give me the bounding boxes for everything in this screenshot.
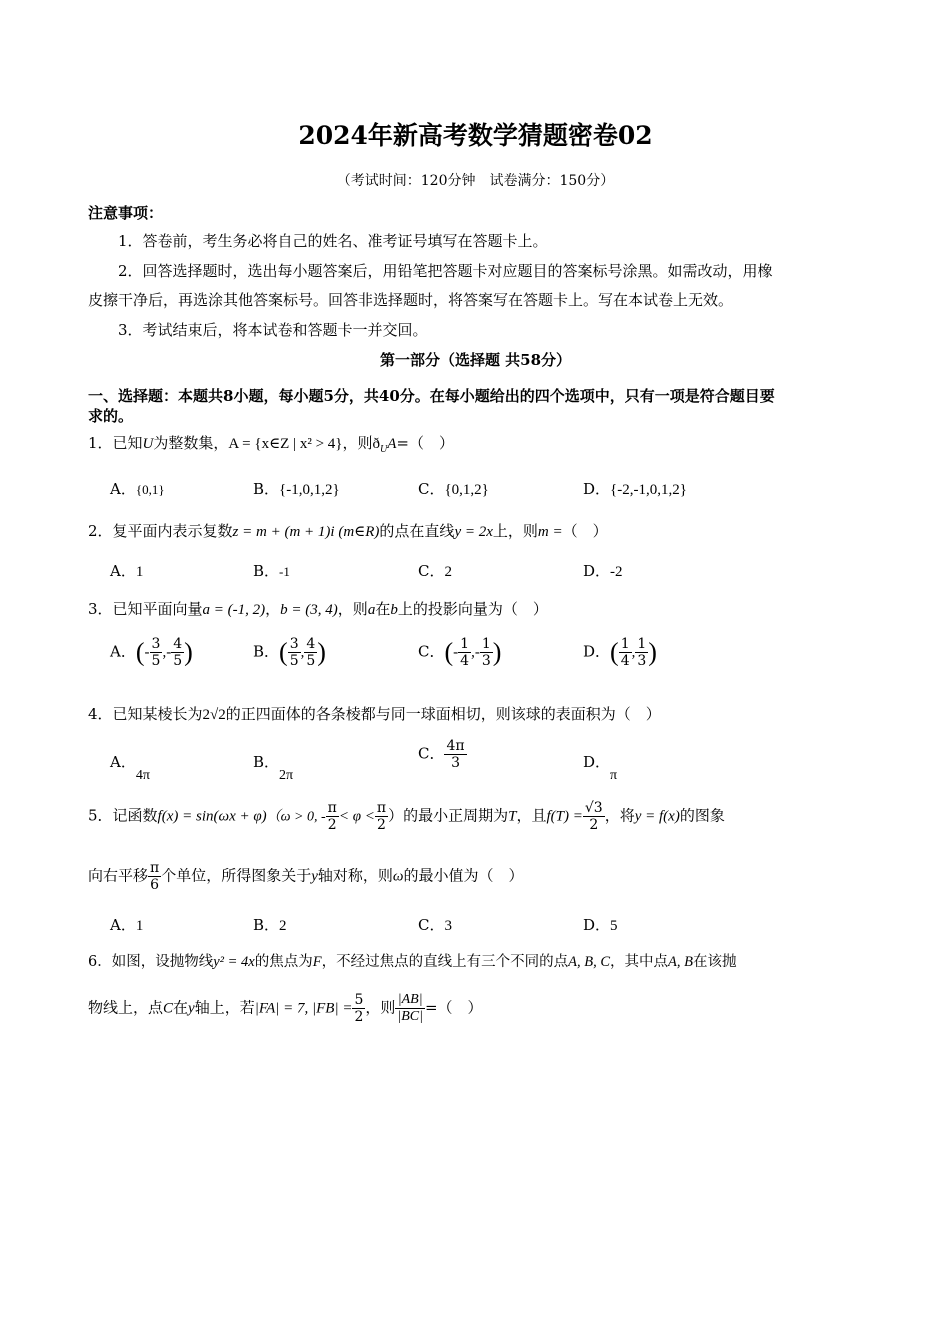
- option-label: D．: [583, 562, 611, 580]
- fraction-numerator: 1: [637, 636, 647, 652]
- q3-stem-d: 上的投影向量为（ ）: [397, 600, 548, 618]
- question-5-stem-line-2: [88, 860, 524, 893]
- q6-line2-c: 轴上，若: [194, 998, 255, 1017]
- option-value: 4π: [135, 768, 150, 783]
- q2-option-c[interactable]: [418, 560, 452, 581]
- exam-subtitle: （考试时间：120分钟 试卷满分：150分）: [336, 173, 615, 189]
- q4-option-b[interactable]: [253, 751, 294, 783]
- q6-stem-e: 在该抛: [692, 954, 737, 970]
- page-title: 2024年新高考数学猜题密卷02: [298, 121, 653, 150]
- q5-fraction-pi-2: [375, 800, 388, 833]
- q4-stem-a: 4．已知某棱长为: [88, 705, 203, 723]
- q5-stem-a: 5．记函数: [88, 806, 158, 825]
- q6-stem-b: 的焦点为: [254, 954, 313, 970]
- q3-sep: ，: [265, 600, 281, 618]
- option-value: {-1,0,1,2}: [279, 482, 340, 498]
- q6-line2-d: ，则: [365, 998, 396, 1017]
- option-label: D．: [583, 753, 611, 771]
- q1-var-u: U: [142, 436, 154, 452]
- option-value: 2π: [279, 768, 294, 783]
- q4-option-a[interactable]: [110, 751, 150, 783]
- q5-stem-c: ，且: [516, 806, 547, 825]
- q3-option-a[interactable]: [110, 636, 193, 669]
- option-fraction: [444, 738, 466, 771]
- question-3-stem: [88, 598, 548, 619]
- q6-line2-b: 在: [173, 998, 189, 1017]
- q6-fraction-5-2: [352, 992, 365, 1025]
- q6-stem-d: ，其中点: [610, 954, 668, 970]
- q5-line2-c: 轴对称，则: [317, 866, 393, 885]
- q6-points-abc: A, B, C: [568, 954, 610, 970]
- q6-var-c: C: [163, 1000, 174, 1017]
- option-label: B．: [253, 753, 280, 771]
- option-value: {0,1}: [135, 482, 165, 497]
- q2-stem-a: 2．复平面内表示复数: [88, 522, 233, 540]
- option-fraction: [288, 636, 301, 669]
- q4-stem-b: 的正四面体的各条棱都与同一球面相切，则该球的表面积为（ ）: [225, 705, 661, 723]
- q5-f-of-t: f(T) =: [546, 808, 583, 825]
- q6-points-ab: A, B: [668, 954, 693, 970]
- q5-cond-c: ）: [388, 806, 404, 825]
- option-fraction: [171, 636, 184, 669]
- q5-stem-d: ，将: [604, 806, 635, 825]
- q5-option-b[interactable]: [253, 914, 287, 935]
- option-fraction: [635, 636, 648, 669]
- fraction-numerator: 3: [289, 636, 299, 652]
- option-label: A．: [110, 480, 136, 498]
- q3-stem-c: 在: [375, 600, 391, 618]
- fraction-denominator: |BC|: [397, 1009, 423, 1025]
- paren-close: ): [492, 637, 502, 667]
- q5-cond-b: < φ <: [338, 808, 375, 825]
- q4-option-d[interactable]: [583, 751, 618, 783]
- option-sign: ,: [631, 644, 636, 661]
- fraction-numerator: 4: [173, 636, 183, 652]
- q3-vector-a: a = (-1, 2): [202, 602, 266, 618]
- q5-stem-e: 的图象: [679, 806, 725, 825]
- q1-complement-sub: U: [380, 444, 388, 455]
- q5-line2-b: 个单位，所得图象关于: [161, 866, 312, 885]
- q3-vector-b: b = (3, 4): [280, 602, 338, 618]
- section-instruction-line-2: 求的。: [88, 407, 134, 425]
- question-1-stem: [88, 432, 454, 455]
- paren-close: ): [648, 637, 657, 667]
- q3-var-a: a: [367, 602, 376, 618]
- q6-fraction-ab-bc: [395, 992, 425, 1025]
- option-label: B．: [253, 562, 280, 580]
- option-label: C．: [418, 642, 445, 661]
- question-6-stem-line-2: [88, 992, 483, 1025]
- q2-option-a[interactable]: [110, 560, 143, 581]
- q5-var-t: T: [508, 808, 517, 825]
- q2-stem-d: （ ）: [562, 522, 608, 540]
- fraction-denominator: 5: [306, 653, 316, 670]
- fraction-numerator: π: [150, 860, 160, 876]
- option-sign: ,-: [162, 644, 172, 661]
- fraction-numerator: 1: [460, 636, 470, 652]
- q1-complement-symbol: ð: [372, 436, 381, 452]
- q3-option-b[interactable]: [253, 636, 326, 669]
- option-label: D．: [583, 642, 611, 661]
- q2-line-eq: y = 2x: [454, 524, 493, 540]
- fraction-denominator: 3: [481, 653, 491, 670]
- q2-var-m: m =: [537, 524, 563, 540]
- fraction-numerator: 5: [354, 992, 364, 1008]
- paren-open: (: [444, 637, 454, 667]
- q6-line2-a: 物线上，点: [88, 998, 164, 1017]
- q3-stem-b: ，则: [337, 600, 368, 618]
- option-label: C．: [418, 744, 445, 763]
- q5-cond-a: （ω > 0, -: [266, 809, 326, 825]
- fraction-numerator: 1: [620, 636, 630, 652]
- q5-option-a[interactable]: [110, 914, 143, 935]
- option-value: 3: [444, 918, 452, 934]
- option-sign: -: [144, 644, 150, 661]
- q5-var-omega: ω: [392, 868, 404, 885]
- fraction-denominator: 2: [327, 817, 337, 834]
- q1-complement-a: A: [387, 436, 397, 452]
- q1-stem-a: 1．已知: [88, 434, 143, 452]
- q5-stem-b: 的最小正周期为: [403, 806, 509, 825]
- option-label: D．: [583, 480, 611, 498]
- q2-complex-expr: z = m + (m + 1)i (m∈R): [232, 524, 380, 540]
- option-label: B．: [253, 480, 280, 498]
- q1-stem-b: 为整数集，: [153, 434, 229, 452]
- fraction-denominator: 3: [451, 755, 460, 772]
- part1-heading: 第一部分（选择题 共58分）: [379, 351, 572, 369]
- q1-option-c[interactable]: [418, 478, 489, 499]
- option-label: A．: [110, 562, 136, 580]
- q5-function: f(x) = sin(ωx + φ): [157, 808, 267, 825]
- option-fraction: [304, 636, 317, 669]
- fraction-denominator: 4: [620, 653, 630, 670]
- fraction-denominator: 2: [589, 817, 599, 834]
- question-2-stem: [88, 520, 608, 541]
- option-value: 5: [610, 918, 618, 934]
- option-label: B．: [253, 642, 280, 661]
- q6-stem-a: 6．如图，设抛物线: [88, 954, 214, 970]
- q6-parabola: y² = 4x: [213, 954, 255, 970]
- option-value: 1: [135, 564, 144, 580]
- question-4-stem: [88, 703, 661, 724]
- option-label: B．: [253, 916, 280, 934]
- option-value: 2: [279, 918, 287, 934]
- q2-stem-b: 的点在直线: [379, 522, 455, 540]
- q6-var-y: y: [188, 1000, 195, 1017]
- option-label: A．: [110, 916, 136, 934]
- q1-set-a: A = {x∈Z | x² > 4}: [228, 436, 343, 452]
- q1-stem-c: ，则: [342, 434, 373, 452]
- fraction-numerator: |AB|: [395, 992, 425, 1009]
- option-label: D．: [583, 916, 611, 934]
- notice-item-3: 3．考试结束后，将本试卷和答题卡一并交回。: [118, 321, 428, 339]
- paren-open: (: [610, 637, 619, 667]
- q5-fraction-pi-2: [326, 800, 339, 833]
- option-label: C．: [418, 480, 445, 498]
- paren-open: (: [279, 637, 288, 667]
- option-sign: ,-: [471, 644, 480, 661]
- option-value: -2: [610, 564, 623, 580]
- q6-distances: |FA| = 7, |FB| =: [254, 1000, 353, 1017]
- q2-option-d[interactable]: [583, 560, 623, 581]
- notice-item-2-line-1: 2．回答选择题时，选出每小题答案后，用铅笔把答题卡对应题目的答案标号涂黑。如需改动，用橡: [118, 262, 773, 280]
- q1-stem-d: =（ ）: [396, 434, 454, 452]
- fraction-numerator: 1: [481, 636, 491, 652]
- q2-stem-c: 上，则: [492, 522, 538, 540]
- option-label: C．: [418, 916, 445, 934]
- fraction-numerator: 4π: [446, 738, 465, 754]
- option-label: A．: [110, 753, 136, 771]
- question-5-stem-line-1: [88, 800, 725, 833]
- option-fraction: [480, 636, 493, 669]
- fraction-denominator: 5: [289, 653, 299, 670]
- q5-var-y: y: [311, 868, 318, 885]
- fraction-denominator: 2: [354, 1009, 364, 1026]
- option-sign: -: [453, 644, 459, 661]
- option-value: π: [610, 768, 618, 783]
- q5-line2-d: 的最小值为（ ）: [403, 866, 524, 885]
- q3-var-b: b: [390, 602, 398, 618]
- option-value: 2: [444, 564, 452, 580]
- q5-line2-a: 向右平移: [88, 866, 149, 885]
- option-fraction: [619, 636, 632, 669]
- option-fraction: [150, 636, 163, 669]
- fraction-denominator: 6: [150, 877, 160, 894]
- fraction-denominator: 5: [151, 653, 161, 670]
- q1-option-b[interactable]: [253, 478, 340, 499]
- q5-fraction-sqrt3-2: [583, 800, 605, 833]
- notice-item-2-line-2: 皮擦干净后，再选涂其他答案标号。回答非选择题时，将答案写在答题卡上。写在本试卷上无效。: [88, 291, 734, 309]
- fraction-denominator: 5: [173, 653, 183, 670]
- q2-option-b[interactable]: [253, 560, 290, 581]
- section-instruction-line-1: 一、选择题：本题共8小题，每小题5分，共40分。在每小题给出的四个选项中，只有一项是符合题目要: [88, 387, 775, 405]
- option-fraction: [458, 636, 471, 669]
- option-value: {0,1,2}: [444, 482, 489, 498]
- fraction-denominator: 3: [637, 653, 647, 670]
- option-value: 1: [135, 918, 144, 934]
- notice-heading: 注意事项：: [88, 204, 164, 222]
- paren-open: (: [135, 637, 145, 667]
- option-value: -1: [279, 564, 290, 579]
- q6-var-f: F: [312, 954, 322, 970]
- q1-option-d[interactable]: [583, 478, 687, 499]
- q4-edge-length: 2√2: [202, 707, 226, 723]
- q3-stem-a: 3．已知平面向量: [88, 600, 203, 618]
- fraction-numerator: √3: [584, 800, 603, 816]
- question-6-stem-line-1: [88, 950, 736, 971]
- option-label: A．: [110, 642, 136, 661]
- paren-close: ): [317, 637, 326, 667]
- option-label: C．: [418, 562, 445, 580]
- q4-option-c[interactable]: [418, 738, 467, 771]
- fraction-numerator: 4: [306, 636, 316, 652]
- q3-option-d[interactable]: [583, 636, 657, 669]
- notice-item-1: 1．答卷前，考生务必将自己的姓名、准考证号填写在答题卡上。: [118, 232, 548, 250]
- q1-option-a[interactable]: [110, 478, 165, 499]
- paren-close: ): [184, 637, 193, 667]
- q5-fraction-pi-6: [148, 860, 161, 893]
- fraction-numerator: 3: [151, 636, 161, 652]
- option-value: {-2,-1,0,1,2}: [610, 482, 687, 498]
- fraction-denominator: 4: [460, 653, 470, 670]
- q5-option-d[interactable]: [583, 914, 618, 935]
- fraction-numerator: π: [327, 800, 337, 816]
- fraction-numerator: π: [376, 800, 387, 816]
- q6-line2-e: =（ ）: [424, 998, 483, 1017]
- fraction-denominator: 2: [377, 817, 386, 834]
- q5-y-eq-fx: y = f(x): [634, 808, 680, 825]
- option-sign: ,: [300, 644, 305, 661]
- q6-stem-c: ，不经过焦点的直线上有三个不同的点: [321, 954, 569, 970]
- q3-option-c[interactable]: [418, 636, 501, 669]
- q5-option-c[interactable]: [418, 914, 452, 935]
